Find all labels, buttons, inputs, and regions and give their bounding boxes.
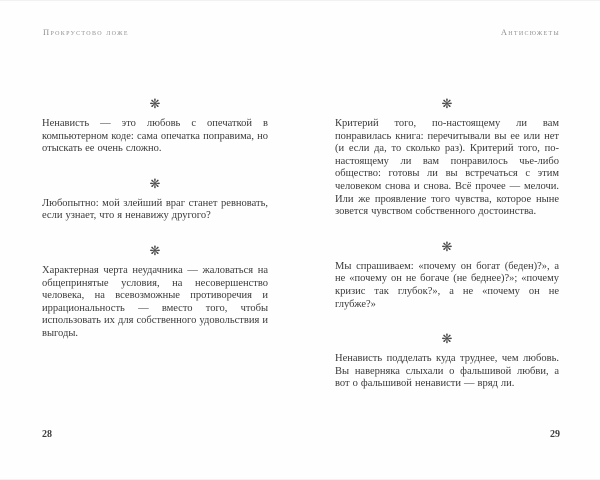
- page-number-left: 28: [42, 429, 52, 440]
- aphorism-block: [42, 177, 268, 223]
- page-left-column: [42, 97, 268, 362]
- flower-asterisk-icon: ❋: [149, 97, 161, 112]
- aphorism-block: [42, 244, 268, 341]
- aphorism-block: [335, 97, 559, 219]
- aphorism-text: Ненависть — это любовь с опечаткой в компьютерном коде: сама опечатка поправима, но отыскать ее очень сложно.: [42, 118, 268, 155]
- aphorism-block: [335, 332, 559, 391]
- aphorism-text: Любопытно: мой злейший враг станет ревновать, если узнает, что я ненавижу другого?: [42, 197, 268, 222]
- aphorism-text: Ненависть подделать куда труднее, чем любовь. Вы наверняка слыхали о фальшивой любви, а вот о фальшивой ненависти — вряд ли.: [335, 353, 559, 390]
- flower-asterisk-icon: ❋: [149, 176, 161, 192]
- running-header-left: Прокрустово ложе: [43, 27, 129, 37]
- aphorism-text: Характерная черта неудачника — жаловаться на общепринятые условия, на несовершенство человека, на всевозможные противоречия и иррациональность — вместо того, чтобы использовать их для собственного удовольствия и выгоды.: [42, 264, 268, 339]
- aphorism-block: [335, 240, 559, 311]
- flower-asterisk-icon: ❋: [149, 243, 161, 259]
- page-right-column: [335, 97, 559, 412]
- aphorism-text: Мы спрашиваем: «почему он богат (беден)?», а не «почему он не богаче (не беднее)?»; «почему кризис так глубок?», а не «почему он не глубже?»: [335, 260, 559, 310]
- flower-asterisk-icon: ❋: [441, 332, 453, 348]
- aphorism-block: [42, 97, 268, 156]
- running-header-right: Антисюжеты: [500, 27, 560, 37]
- flower-asterisk-icon: ❋: [441, 97, 453, 112]
- aphorism-text: Критерий того, по-настоящему ли вам понравилась книга: перечитывали вы ее или нет (и если да, то сколько раз). Критерий того, по-настоящему ли вам понравилось чье-либо общество: готовы ли вы встречаться с этим человеком снова и снова. Всё прочее — мелочи. Или же проявление того чувства, которое ныне зовется чувством собственного достоинства.: [335, 118, 559, 218]
- flower-asterisk-icon: ❋: [441, 239, 453, 255]
- page-number-right: 29: [550, 429, 560, 440]
